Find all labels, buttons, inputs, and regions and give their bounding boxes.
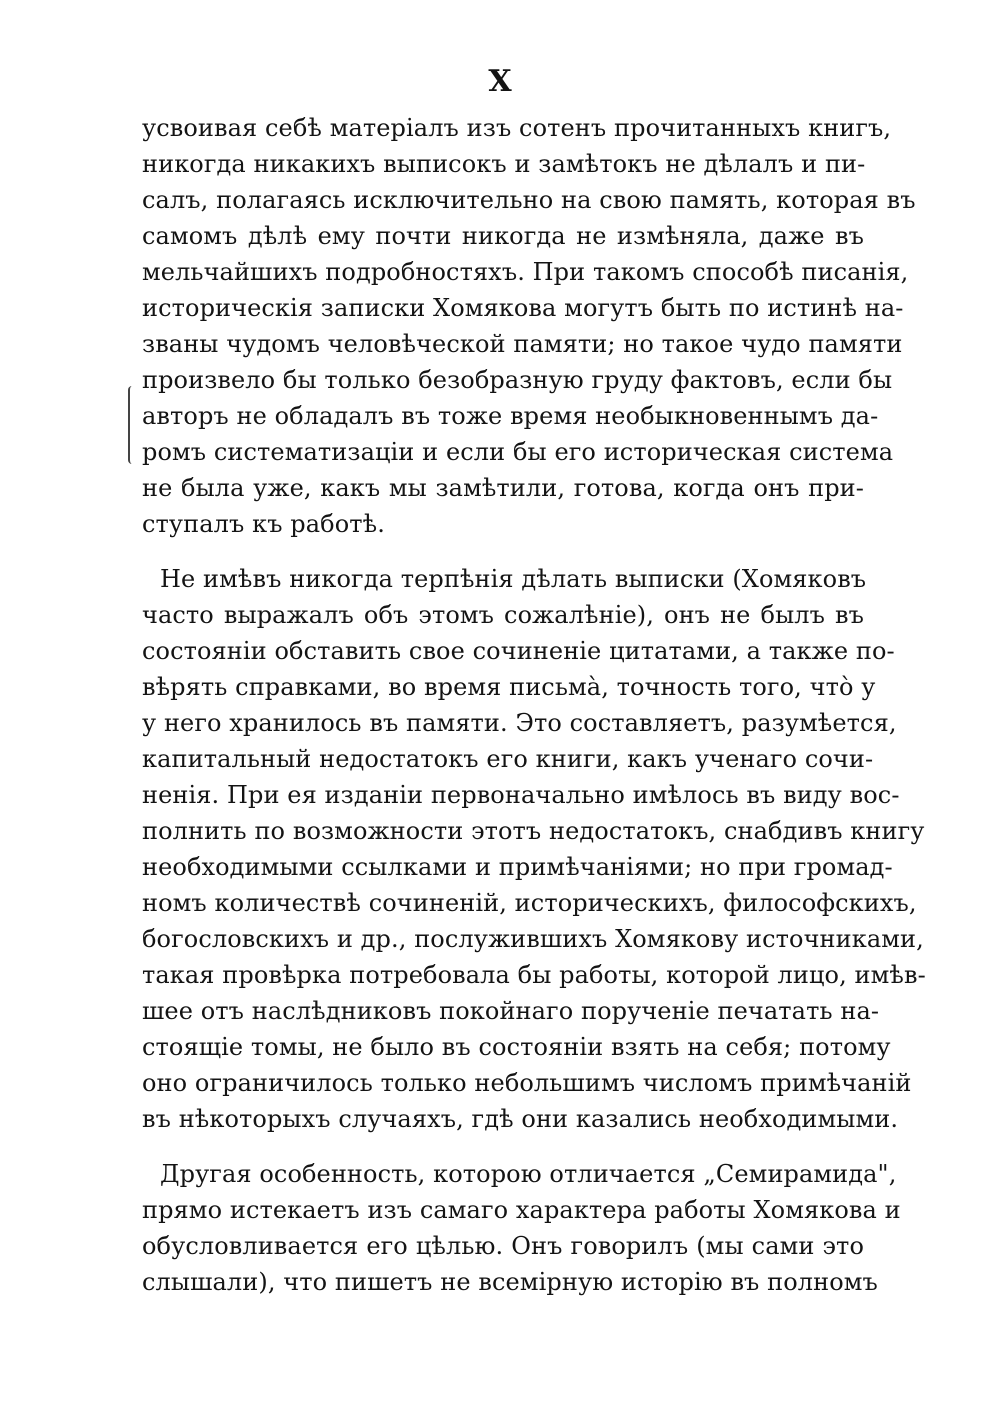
text-line: вѣрять справками, во время письмà, точность того, чтò у [142, 673, 876, 701]
paragraph-1 [142, 110, 916, 542]
text-line: самомъ дѣлѣ ему почти никогда не измѣняла, даже въ [142, 222, 864, 250]
text-line: шее отъ наслѣдниковъ покойнаго порученіе печатать на- [142, 997, 880, 1025]
text-line: ненія. При ея изданіи первоначально имѣлось въ виду вос- [142, 781, 900, 809]
text-line: усвоивая себѣ матеріалъ изъ сотенъ прочитанныхъ книгъ, [142, 114, 892, 142]
text-line: стоящіе томы, не было въ состояніи взять на себя; потому [142, 1033, 891, 1061]
text-line: оно ограничилось только небольшимъ числомъ примѣчаній [142, 1069, 912, 1097]
page-number: X [488, 64, 512, 99]
text-line: никогда никакихъ выписокъ и замѣтокъ не дѣлалъ и пи- [142, 150, 866, 178]
paragraph-3 [142, 1156, 901, 1300]
text-line: капитальный недостатокъ его книги, какъ ученаго сочи- [142, 745, 874, 773]
paragraph-2 [142, 561, 926, 1137]
text-line: историческія записки Хомякова могутъ быть по истинѣ на- [142, 294, 904, 322]
text-line: ромъ систематизаціи и если бы его историческая система [142, 438, 894, 466]
text-line: произвело бы только безобразную груду фактовъ, если бы [142, 366, 893, 394]
text-line: прямо истекаетъ изъ самаго характера работы Хомякова и [142, 1196, 901, 1224]
text-line: Не имѣвъ никогда терпѣнія дѣлать выписки (Хомяковъ [160, 565, 867, 593]
margin-bracket-mark [128, 386, 138, 464]
text-line: званы чудомъ человѣческой памяти; но такое чудо памяти [142, 330, 903, 358]
text-line: необходимыми ссылками и примѣчаніями; но при громад- [142, 853, 893, 881]
text-line: номъ количествѣ сочиненій, историческихъ, философскихъ, [142, 889, 917, 917]
text-line: слышали), что пишетъ не всемірную исторію въ полномъ [142, 1268, 878, 1296]
text-line: часто выражалъ объ этомъ сожалѣніе), онъ не былъ въ [142, 601, 864, 629]
text-line: ступалъ къ работѣ. [142, 510, 385, 538]
text-line: не была уже, какъ мы замѣтили, готова, когда онъ при- [142, 474, 864, 502]
text-line: обусловливается его цѣлью. Онъ говорилъ (мы сами это [142, 1232, 864, 1260]
text-line: богословскихъ и др., послужившихъ Хомякову источниками, [142, 925, 924, 953]
text-line: Другая особенность, которою отличается „Семирамида", [160, 1160, 897, 1188]
text-line: полнить по возможности этотъ недостатокъ, снабдивъ книгу [142, 817, 925, 845]
text-line: такая провѣрка потребовала бы работы, которой лицо, имѣв- [142, 961, 926, 989]
text-line: состояніи обставить свое сочиненіе цитатами, а также по- [142, 637, 895, 665]
text-line: у него хранилось въ памяти. Это составляетъ, разумѣется, [142, 709, 897, 737]
text-line: салъ, полагаясь исключительно на свою память, которая въ [142, 186, 916, 214]
text-line: авторъ не обладалъ въ тоже время необыкновеннымъ да- [142, 402, 879, 430]
text-line: въ нѣкоторыхъ случаяхъ, гдѣ они казались необходимыми. [142, 1105, 899, 1133]
text-line: мельчайшихъ подробностяхъ. При такомъ способѣ писанія, [142, 258, 909, 286]
